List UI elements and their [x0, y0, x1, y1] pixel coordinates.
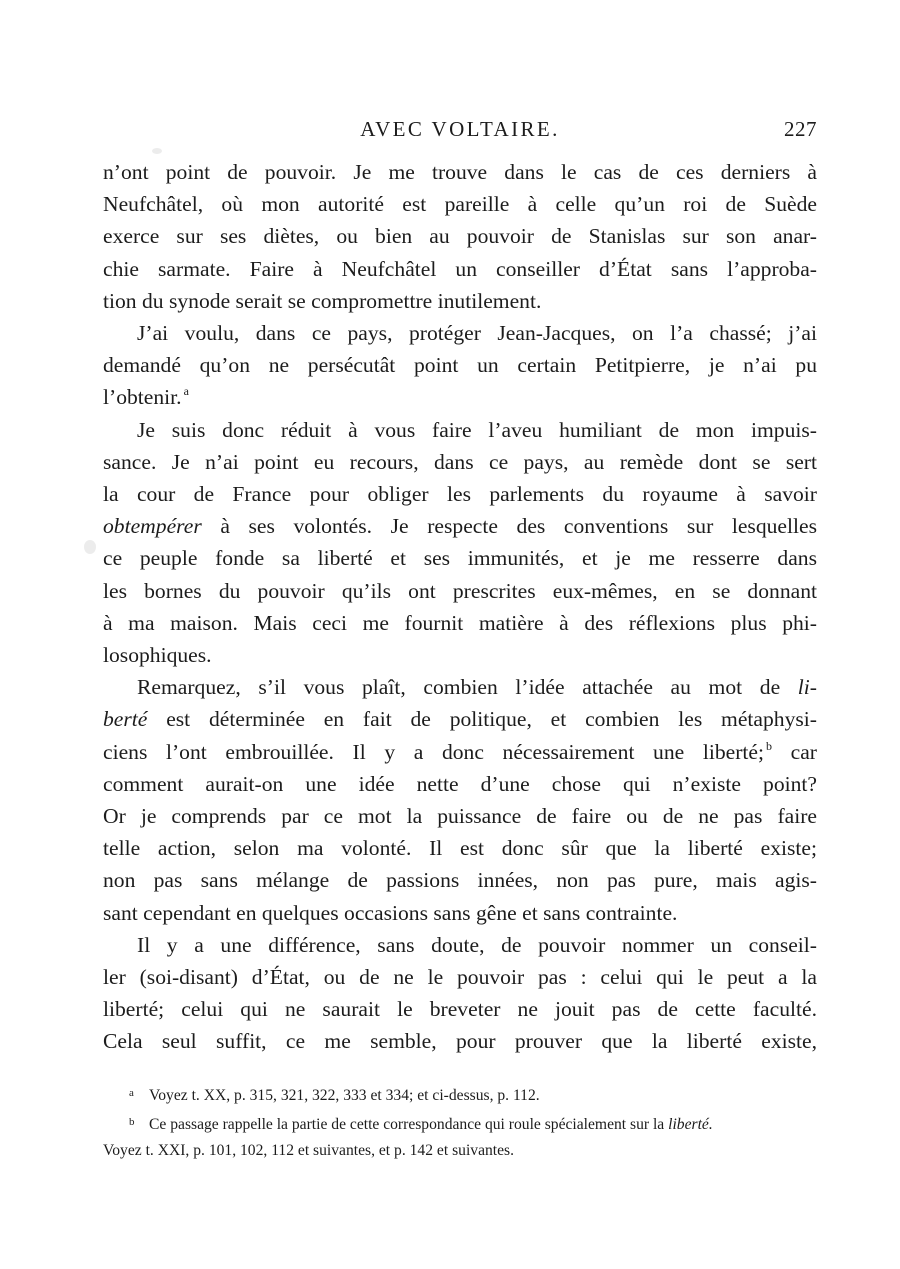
text-line: ler (soi-disant) d’État, ou de ne le pouvoir pas : celui qui le peut a la: [103, 965, 817, 990]
text-fragment: ciens l’ont embrouillée. Il y a donc nécessairement une liberté;: [103, 739, 765, 764]
running-title: AVEC VOLTAIRE.: [360, 117, 560, 141]
text-line: liberté; celui qui ne saurait le breveter ne jouit pas de cette faculté.: [103, 997, 817, 1022]
text-line: ce peuple fonde sa liberté et ses immunités, et je me resserre dans: [103, 546, 817, 571]
footnote-a: [103, 1080, 817, 1109]
italic-word: berté: [103, 707, 148, 732]
italic-word: li-: [797, 675, 817, 700]
text-line: sance. Je n’ai point eu recours, dans ce pays, au remède dont se sert: [103, 449, 817, 474]
text-line: [103, 510, 817, 542]
text-fragment: est déterminée en fait de politique, et combien les métaphysi-: [147, 707, 817, 732]
text-fragment: car: [772, 739, 817, 764]
text-line: [103, 671, 817, 703]
paper-smudge: [152, 148, 162, 154]
text-fragment: l’obtenir.: [103, 385, 182, 410]
text-line: J’ai voulu, dans ce pays, protéger Jean-Jacques, on l’a chassé; j’ai: [137, 321, 817, 346]
text-line: non pas sans mélange de passions innées, non pas pure, mais agis-: [103, 868, 817, 893]
text-line: exerce sur ses diètes, ou bien au pouvoir de Stanislas sur son anar-: [103, 224, 817, 249]
text-line: n’ont point de pouvoir. Je me trouve dans le cas de ces derniers à: [103, 160, 817, 184]
body-text: [103, 156, 817, 1058]
text-line: [103, 381, 817, 413]
text-fragment: à ses volontés. Je respecte des conventions sur lesquelles: [201, 514, 817, 539]
paragraph-4: [103, 671, 817, 929]
text-line: chie sarmate. Faire à Neufchâtel un conseiller d’État sans l’approba-: [103, 256, 817, 281]
text-line: Il y a une différence, sans doute, de pouvoir nommer un conseil-: [137, 932, 817, 957]
footnote-text: Voyez t. XX, p. 315, 321, 322, 333 et 334; et ci-dessus, p. 112.: [149, 1087, 540, 1104]
paragraph-2: [103, 317, 817, 414]
text-line: losophiques.: [103, 643, 212, 668]
text-fragment: Remarquez, s’il vous plaît, combien l’idée attachée au mot de: [137, 675, 798, 700]
text-line: [103, 736, 817, 768]
footnote-mark: a: [129, 1087, 134, 1099]
page-number: 227: [784, 117, 817, 141]
paragraph-5: [103, 929, 817, 1058]
text-line: demandé qu’on ne persécutât point un certain Petitpierre, je n’ai pu: [103, 353, 817, 378]
text-line: sant cependant en quelques occasions sans gêne et sans contrainte.: [103, 900, 678, 925]
footnote-b-continued: Voyez t. XXI, p. 101, 102, 112 et suivantes, et p. 142 et suivantes.: [103, 1142, 515, 1159]
paragraph-3: [103, 414, 817, 672]
paragraph-1: [103, 156, 817, 317]
footnote-ref-a[interactable]: a: [183, 384, 189, 399]
text-line: tion du synode serait se compromettre inutilement.: [103, 288, 542, 313]
text-line: telle action, selon ma volonté. Il est donc sûr que la liberté existe;: [103, 836, 817, 861]
paper-smudge: [84, 540, 96, 554]
footnote-text: Ce passage rappelle la partie de cette correspondance qui roule spécialement sur la: [149, 1116, 669, 1133]
italic-word: liberté.: [668, 1116, 713, 1133]
text-line: comment aurait-on une idée nette d’une chose qui n’existe point?: [103, 771, 817, 796]
text-line: Je suis donc réduit à vous faire l’aveu humiliant de mon impuis-: [137, 417, 817, 442]
footnote-ref-b[interactable]: b: [766, 738, 773, 753]
text-line: Neufchâtel, où mon autorité est pareille à celle qu’un roi de Suède: [103, 192, 817, 217]
text-line: Or je comprends par ce mot la puissance de faire ou de ne pas faire: [103, 804, 817, 829]
footnote-b: [103, 1109, 817, 1138]
text-line: à ma maison. Mais ceci me fournit matière à des réflexions plus phi-: [103, 610, 817, 635]
footnotes: [103, 1080, 817, 1164]
running-head: [103, 112, 817, 146]
text-line: la cour de France pour obliger les parlements du royaume à savoir: [103, 482, 817, 507]
text-line: les bornes du pouvoir qu’ils ont prescrites eux-mêmes, en se donnant: [103, 578, 817, 603]
footnote-mark: b: [129, 1116, 135, 1128]
text-line: Cela seul suffit, ce me semble, pour prouver que la liberté existe,: [103, 1029, 817, 1054]
italic-word: obtempérer: [103, 514, 202, 539]
text-line: [103, 703, 817, 735]
